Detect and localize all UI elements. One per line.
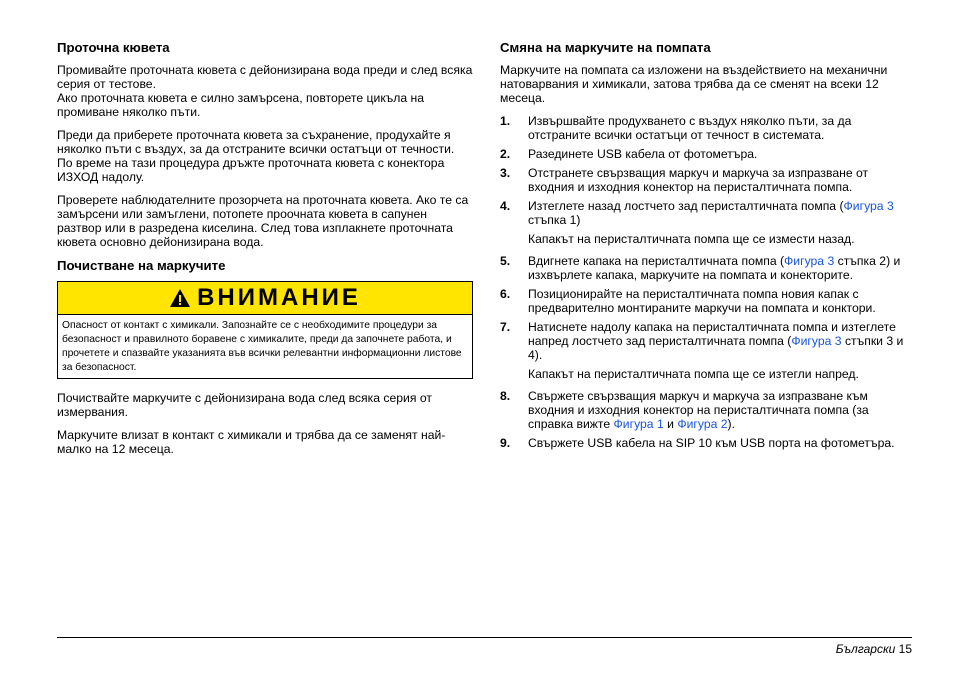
figure-link[interactable]: Фигура 3	[791, 334, 842, 348]
step-number: 4.	[500, 199, 511, 213]
step-note: Капакът на перисталтичната помпа ще се измести назад.	[528, 232, 855, 246]
section-heading-flow-cell: Проточна кювета	[57, 40, 170, 55]
paragraph-flow-cell-storage: Преди да приберете проточната кювета за съхранение, продухайте я няколко пъти с въздух, за да отстраните всички остатъци от течности. По време на тази процедура дръжте проточната кювета с конектора ИЗХОД надолу.	[57, 128, 455, 184]
step-item	[500, 147, 912, 161]
step-number: 7.	[500, 320, 511, 334]
step-item	[500, 199, 912, 227]
step-number: 6.	[500, 287, 511, 301]
step-number: 9.	[500, 436, 511, 450]
paragraph-tube-clean: Почиствайте маркучите с дейонизирана вода след всяка серия от измервания.	[57, 391, 432, 419]
paragraph-flow-cell-rinse	[57, 63, 473, 119]
warning-text: Опасност от контакт с химикали. Запознайте се с необходимите процедури за безопасност и правилното боравене с химикалите, преди да започнете работа, и прочетете и спазвайте указанията във всички релевантни информационни листове за безопасност.	[62, 320, 462, 373]
step-text: Вдигнете капака на перисталтичната помпа (Фигура 3 стъпка 2) и изхвърлете капака, маркучите на помпата и конекторите.	[528, 254, 901, 282]
warning-triangle-icon	[169, 288, 191, 308]
figure-link[interactable]: Фигура 3	[843, 199, 894, 213]
paragraph-line: Промивайте проточната кювета с дейонизирана вода преди и след всяка серия от тестове.	[57, 63, 473, 91]
step-text: Извършвайте продухването с въздух няколко пъти, за да отстраните всички остатъци от течност в системата.	[528, 114, 852, 142]
step-number: 1.	[500, 114, 511, 128]
section-heading-pump-tubes: Смяна на маркучите на помпата	[500, 40, 711, 55]
right-column	[500, 40, 912, 455]
step-item	[500, 389, 912, 431]
step-text: Отстранете свързващия маркуч и маркуча за изпразване от входния и изходния конектор на перисталтичната помпа.	[528, 166, 869, 194]
step-item	[500, 166, 912, 194]
warning-title: ВНИМАНИЕ	[197, 284, 361, 311]
page-number: 15	[898, 642, 912, 656]
step-text: Разединете USB кабела от фотометъра.	[528, 147, 758, 161]
procedure-steps	[500, 114, 912, 227]
step-item	[500, 114, 912, 142]
procedure-steps	[500, 254, 912, 362]
step-note: Капакът на перисталтичната помпа ще се изтегли напред.	[528, 367, 859, 381]
step-text: Свържете свързващия маркуч и маркуча за изпразване към входния и изходния конектор на перисталтичната помпа (за справка вижте Фигура 1 и Фигура 2).	[528, 389, 869, 431]
figure-link[interactable]: Фигура 3	[784, 254, 835, 268]
paragraph-line: Ако проточната кювета е силно замърсена, повторете цикъла на промиване няколко пъти.	[57, 91, 425, 119]
step-text: Изтеглете назад лостчето зад перисталтичната помпа (Фигура 3 стъпка 1)	[528, 199, 894, 227]
step-number: 8.	[500, 389, 511, 403]
footer-divider	[57, 637, 912, 638]
warning-header	[58, 282, 472, 315]
paragraph-pump-intro: Маркучите на помпата са изложени на въздействието на механични натоварвания и химикали, затова трябва да се сменят на всеки 12 месеца.	[500, 63, 888, 105]
page-footer	[836, 642, 912, 656]
step-item	[500, 320, 912, 362]
step-item	[500, 287, 912, 315]
paragraph-tube-replace: Маркучите влизат в контакт с химикали и трябва да се заменят най-малко на 12 месеца.	[57, 428, 446, 456]
step-text: Позиционирайте на перисталтичната помпа новия капак с предварително монтираните маркучи на помпата и конктори.	[528, 287, 876, 315]
footer-language: Български	[835, 642, 896, 656]
step-text: Свържете USB кабела на SIP 10 към USB порта на фотометъра.	[528, 436, 895, 450]
warning-box	[57, 281, 473, 379]
step-number: 5.	[500, 254, 511, 268]
left-column	[57, 40, 473, 465]
figure-link[interactable]: Фигура 1	[613, 417, 664, 431]
procedure-steps	[500, 389, 912, 450]
step-number: 2.	[500, 147, 511, 161]
step-item	[500, 254, 912, 282]
figure-link[interactable]: Фигура 2	[677, 417, 728, 431]
step-number: 3.	[500, 166, 511, 180]
step-item	[500, 436, 912, 450]
step-text: Натиснете надолу капака на перисталтичната помпа и изтеглете напред лостчето зад перисталтичната помпа (Фигура 3 стъпки 3 и 4).	[528, 320, 904, 362]
section-heading-tube-cleaning: Почистване на маркучите	[57, 258, 226, 273]
paragraph-flow-cell-windows: Проверете наблюдателните прозорчета на проточната кювета. Ако те са замърсени или замъглени, потопете проочната кювета в сапунен разтвор или в разредена киселина. След това изплакнете проточната кювета основно дейонизирана вода.	[57, 193, 469, 249]
